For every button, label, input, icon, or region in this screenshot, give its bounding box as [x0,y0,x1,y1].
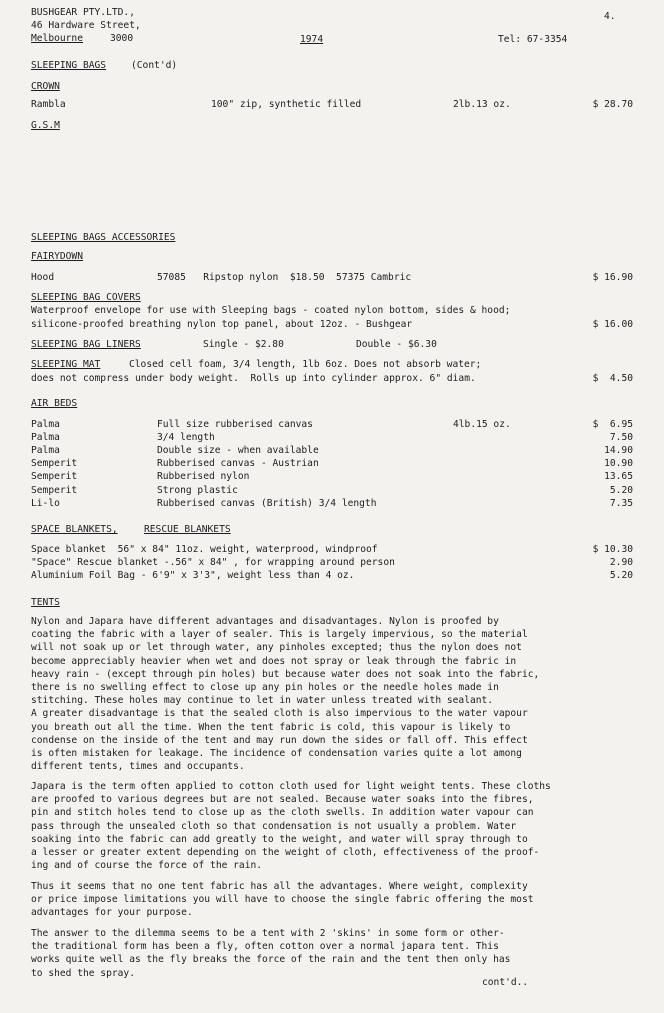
liners-single: Single - $2.80 [203,339,284,350]
sleeping-bags-heading: SLEEPING BAGS [31,60,107,71]
text-line: ing and of course the force of the rain. [31,860,263,872]
air-bed-name: Semperit [31,485,78,496]
covers-line-1: Waterproof envelope for use with Sleeping bags - coated nylon bottom, sides & hood; [31,305,511,316]
text-line: Thus it seems that no one tent fabric has all the advantages. Where weight, complexity [31,881,528,892]
tents-paragraph-1 [31,615,631,773]
text-line: a lesser or greater extent depending on the weight of cloth, effectiveness of the proof- [31,847,540,859]
air-bed-description: Rubberised canvas - Austrian [157,458,319,469]
air-bed-name: Semperit [31,471,78,482]
continued-note: cont'd.. [482,977,529,988]
text-line: pass through the unsealed cloth so that condensation is not usually a problem. Water [31,820,517,832]
blanket-price: 2.90 [609,557,633,568]
air-bed-price: 14.90 [604,445,633,456]
mat-price: $ 4.50 [592,373,633,384]
text-line: become appreciably heavier when wet and does not spray or leak through the fabric in [31,655,517,667]
text-line: heavy rain - (except through pin holes) but because water does not soak into the fabric, [31,668,540,680]
rambla-weight: 2lb.13 oz. [453,99,511,110]
company-postcode: 3000 [110,33,134,44]
text-line: coating the fabric with a layer of sealer. This is largely impervious, so the material [31,629,528,641]
text-line: stitching. These holes may continue to let in water unless treated with sealant. [31,695,494,707]
text-line: advantages for your purpose. [31,907,193,919]
document-year: 1974 [300,34,324,45]
text-line: Japara is the term often applied to cotton cloth used for light weight tents. These cloths [31,781,551,792]
tents-paragraph-2 [31,780,631,872]
text-line: or price impose limitations you will have to choose the single fabric offering the most [31,894,534,906]
air-bed-price: $ 6.95 [592,419,633,430]
blanket-price: 5.20 [609,570,633,581]
mat-line-1: Closed cell foam, 3/4 length, 1lb 6oz. Does not absorb water; [129,359,482,370]
air-bed-name: Palma [31,432,60,443]
text-line: the traditional form has been a fly, often cotton over a normal japara tent. This [31,941,499,953]
text-line: to shed the spray. [31,967,135,979]
air-bed-price: 7.50 [609,432,633,443]
blanket-price: $ 10.30 [592,544,633,555]
covers-label: SLEEPING BAG COVERS [31,292,141,303]
text-line: will not soak up or let through water, any pinholes excepted; thus the nylon does not [31,642,522,654]
gsm-label: G.S.M [31,120,60,131]
air-beds-heading: AIR BEDS [31,398,78,409]
text-line: is often mistaken for leakage. The incidence of condensation varies quite a lot among [31,748,522,760]
air-bed-name: Li-lo [31,498,60,509]
covers-price: $ 16.00 [592,319,633,330]
covers-line-2: silicone-proofed breathing nylon top panel, about 12oz. - Bushgear [31,319,413,330]
air-bed-description: Double size - when available [157,445,319,456]
air-bed-price: 7.35 [609,498,633,509]
mat-line-2: does not compress under body weight. Rolls up into cylinder approx. 6" diam. [31,373,476,384]
accessories-heading: SLEEPING BAGS ACCESSORIES [31,232,176,243]
air-bed-description: Full size rubberised canvas [157,419,313,430]
tents-heading: TENTS [31,597,60,608]
text-line: A greater disadvantage is that the sealed cloth is also impervious to the water vapour [31,708,528,720]
air-bed-name: Palma [31,419,60,430]
company-street: 46 Hardware Street, [31,20,141,31]
text-line: pin and stitch holes tend to close up as the cloth swells. In addition water vapour can [31,807,534,819]
text-line: there is no swelling effect to close up any pin holes or the needle holes made in [31,682,499,694]
text-line: works quite well as the fly breaks the force of the rain and the tent then only has [31,954,511,966]
crown-label: CROWN [31,81,60,92]
air-bed-name: Palma [31,445,60,456]
text-line: are proofed to various degrees but are not sealed. Because water soaks into the fibres, [31,794,534,806]
mat-label: SLEEPING MAT [31,359,101,370]
text-line: The answer to the dilemma seems to be a tent with 2 'skins' in some form or other- [31,928,505,939]
blanket-description: Space blanket 56" x 84" 11oz. weight, waterprood, windproof [31,544,378,555]
liners-label: SLEEPING BAG LINERS [31,339,141,350]
liners-double: Double - $6.30 [356,339,437,350]
company-name: BUSHGEAR PTY.LTD., [31,7,135,18]
tents-paragraph-3 [31,880,631,920]
sleeping-bags-contd: (Cont'd) [131,60,178,71]
air-bed-price: 10.90 [604,458,633,469]
air-bed-description: Rubberised canvas (British) 3/4 length [157,498,377,509]
hood-name: Hood [31,272,55,283]
hood-options: 57085 Ripstop nylon $18.50 57375 Cambric [157,272,412,283]
blanket-description: Aluminium Foil Bag - 6'9" x 3'3", weight less than 4 oz. [31,570,355,581]
text-line: Nylon and Japara have different advantages and disadvantages. Nylon is proofed by [31,616,499,627]
blanket-description: "Space" Rescue blanket -.56" x 84" , for wrapping around person [31,557,395,568]
air-bed-name: Semperit [31,458,78,469]
page-number: 4. [604,11,616,22]
air-bed-description: Rubberised nylon [157,471,250,482]
text-line: soaking into the fabric can add greatly to the weight, and water will spray through to [31,833,528,845]
space-blankets-heading: SPACE BLANKETS, [31,524,118,535]
company-city: Melbourne [31,33,83,44]
rambla-name: Rambla [31,99,66,110]
rescue-blankets-heading: RESCUE BLANKETS [144,524,231,535]
company-telephone: Tel: 67-3354 [498,34,568,45]
air-bed-price: 5.20 [609,485,633,496]
air-bed-price: 13.65 [604,471,633,482]
tents-paragraph-4 [31,927,631,980]
fairydown-label: FAIRYDOWN [31,251,83,262]
text-line: different tents, times and occupants. [31,761,245,773]
hood-price: $ 16.90 [592,272,633,283]
air-bed-description: Strong plastic [157,485,238,496]
rambla-price: $ 28.70 [592,99,633,110]
rambla-description: 100" zip, synthetic filled [211,99,362,110]
air-bed-description: 3/4 length [157,432,215,443]
text-line: condense on the inside of the tent and may run down the sides or fall off. This effect [31,734,528,746]
air-bed-weight: 4lb.15 oz. [453,419,511,430]
text-line: you breath out all the time. When the tent fabric is cold, this vapour is likely to [31,721,511,733]
